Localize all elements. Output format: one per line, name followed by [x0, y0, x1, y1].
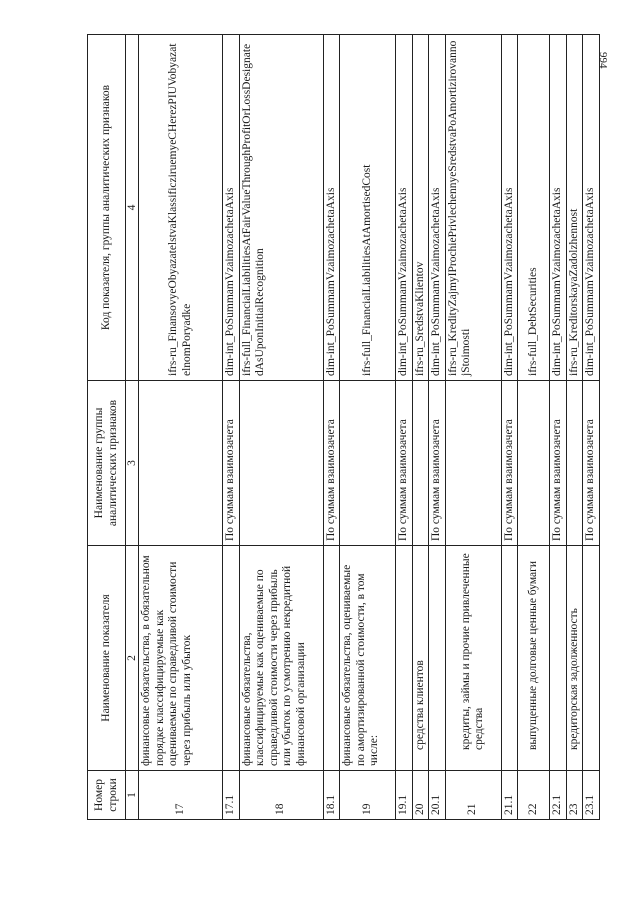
col-number: 2 [126, 546, 139, 771]
group-name: По суммам взаимозачета [323, 381, 340, 546]
row-number: 17 [139, 771, 223, 820]
group-name [412, 381, 429, 546]
group-name: По суммам взаимозачета [396, 381, 413, 546]
table-row [518, 35, 550, 820]
indicator-code: ifrs-ru_KredityZajmyIProchiePrivlechennyeSredstvaPoAmortizirovannojStoimosti [445, 35, 501, 381]
table-row [396, 35, 413, 820]
indicator-name: кредиторская задолженность [566, 546, 583, 771]
indicator-code: dim-int_PoSummamVzaimozachetaAxis [429, 35, 446, 381]
table-row [323, 35, 340, 820]
indicator-code: dim-int_PoSummamVzaimozachetaAxis [223, 35, 240, 381]
indicator-name [501, 546, 518, 771]
row-number: 23 [566, 771, 583, 820]
indicator-name [323, 546, 340, 771]
row-number: 21 [445, 771, 501, 820]
indicator-code: dim-int_PoSummamVzaimozachetaAxis [583, 35, 600, 381]
table-row [429, 35, 446, 820]
indicator-code: dim-int_PoSummamVzaimozachetaAxis [501, 35, 518, 381]
indicator-code: ifrs-ru_KreditorskayaZadolzhennost [566, 35, 583, 381]
row-number: 22.1 [550, 771, 567, 820]
indicator-name: финансовые обязательства, в обязательном порядке классифицируемые как оцениваемые по справедливой стоимости через прибыль или убыток [139, 546, 223, 771]
indicator-name: выпущенные долговые ценные бумаги [518, 546, 550, 771]
group-name [239, 381, 323, 546]
indicator-name: финансовые обязательства, классифицируемые как оцениваемые по справедливой стоимости через прибыль или убыток по усмотрению некредитной финансовой организации [239, 546, 323, 771]
table-row [566, 35, 583, 820]
indicator-name: кредиты, займы и прочие привлеченные средства [445, 546, 501, 771]
table-row [550, 35, 567, 820]
group-name [340, 381, 396, 546]
rotated-page [87, 35, 596, 820]
header-indicator-code: Код показателя, группы аналитических признаков [88, 35, 126, 381]
col-number: 4 [126, 35, 139, 381]
group-name: По суммам взаимозачета [429, 381, 446, 546]
group-name [566, 381, 583, 546]
indicator-name [396, 546, 413, 771]
indicator-code: ifrs-full_DebtSecurities [518, 35, 550, 381]
indicator-code: ifrs-full_FinancialLiabilitiesAtFairValueThroughProfitOrLossDesignatedAsUponInitialRecognition [239, 35, 323, 381]
header-group-name: Наименование группы аналитических признаков [88, 381, 126, 546]
indicator-name: средства клиентов [412, 546, 429, 771]
row-number: 20 [412, 771, 429, 820]
indicator-code: ifrs-ru_FinansovyeObyazatelstvaKlassificziruemyeCHerezPIUVobyazatelnomPoryadke [139, 35, 223, 381]
table-row [501, 35, 518, 820]
group-name: По суммам взаимозачета [501, 381, 518, 546]
group-name [518, 381, 550, 546]
row-number: 21.1 [501, 771, 518, 820]
page-number: 994 [597, 52, 609, 69]
row-number: 23.1 [583, 771, 600, 820]
col-number: 3 [126, 381, 139, 546]
row-number: 22 [518, 771, 550, 820]
table-row [445, 35, 501, 820]
row-number: 18.1 [323, 771, 340, 820]
table-row [223, 35, 240, 820]
header-row-number: Номер строки [88, 771, 126, 820]
indicator-code: ifrs-full_FinancialLiabilitiesAtAmortisedCost [340, 35, 396, 381]
indicator-code: dim-int_PoSummamVzaimozachetaAxis [396, 35, 413, 381]
row-number: 18 [239, 771, 323, 820]
header-indicator-name: Наименование показателя [88, 546, 126, 771]
row-number: 20.1 [429, 771, 446, 820]
row-number: 19.1 [396, 771, 413, 820]
indicator-table [87, 34, 600, 820]
table-row [412, 35, 429, 820]
indicator-name [583, 546, 600, 771]
table-row [239, 35, 323, 820]
indicator-name [429, 546, 446, 771]
indicator-name: финансовые обязательства, оцениваемые по амортизированной стоимости, в том числе: [340, 546, 396, 771]
indicator-code: dim-int_PoSummamVzaimozachetaAxis [323, 35, 340, 381]
table-row [340, 35, 396, 820]
group-name: По суммам взаимозачета [583, 381, 600, 546]
indicator-code: ifrs-ru_SredstvaKlientov [412, 35, 429, 381]
row-number: 19 [340, 771, 396, 820]
group-name [139, 381, 223, 546]
group-name [445, 381, 501, 546]
group-name: По суммам взаимозачета [550, 381, 567, 546]
col-number: 1 [126, 771, 139, 820]
group-name: По суммам взаимозачета [223, 381, 240, 546]
indicator-name [223, 546, 240, 771]
indicator-name [550, 546, 567, 771]
table-row [583, 35, 600, 820]
row-number: 17.1 [223, 771, 240, 820]
table-row [139, 35, 223, 820]
indicator-code: dim-int_PoSummamVzaimozachetaAxis [550, 35, 567, 381]
